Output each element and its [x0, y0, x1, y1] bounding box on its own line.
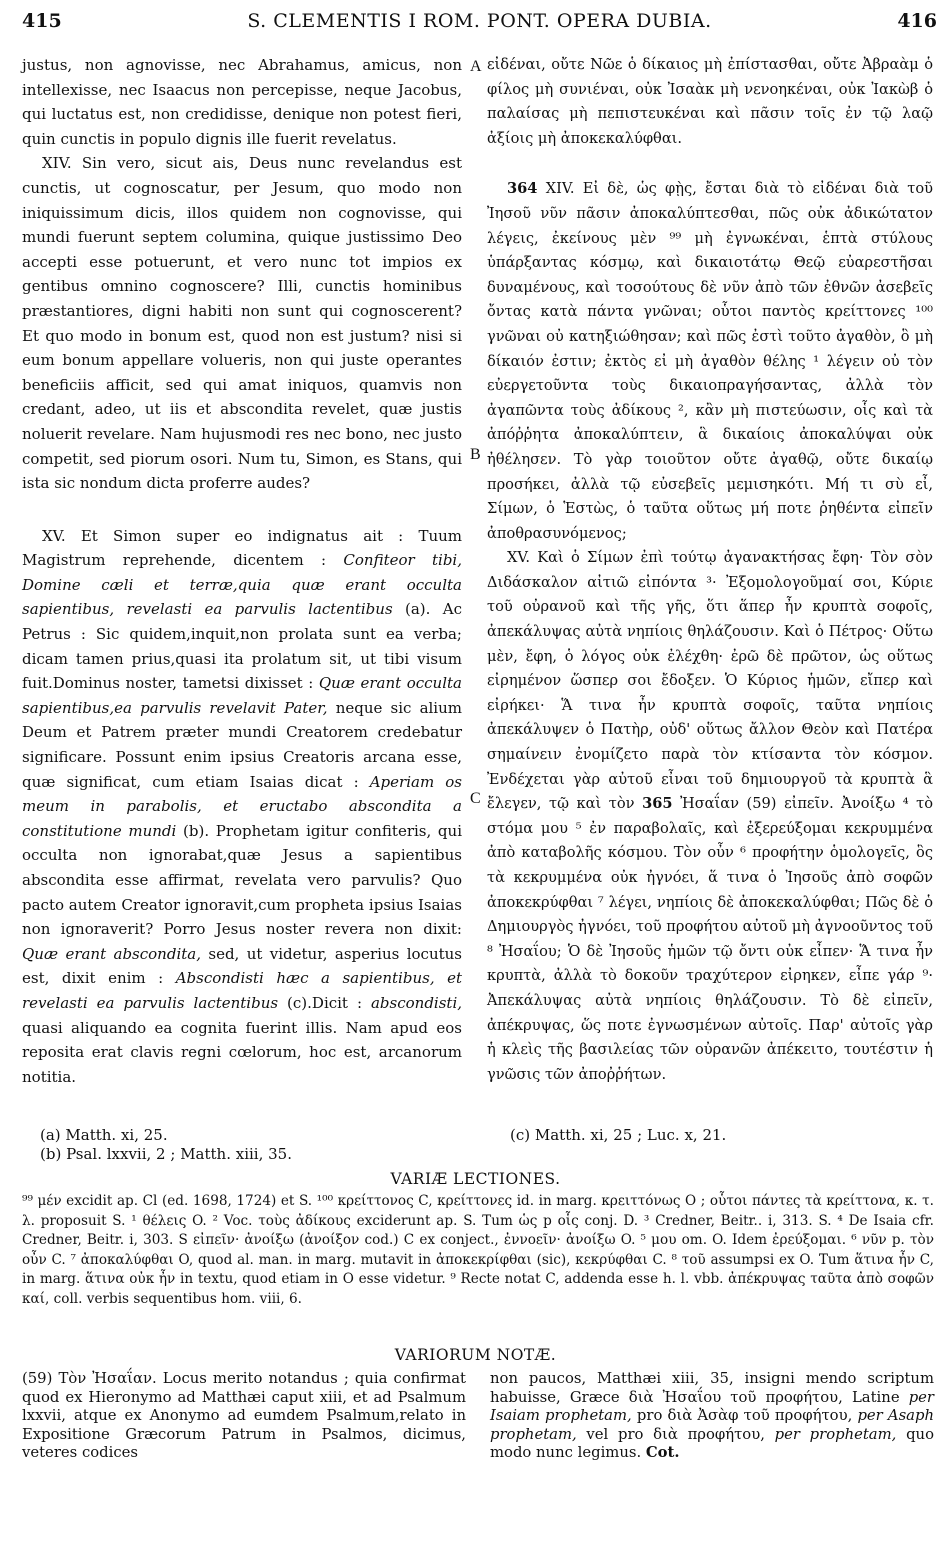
- variorum-notae-left: (59) Τὸν Ἠσαΐαν. Locus merito notandus ; quia confirmat quod ex Hieronymo ad Matthæi caput xiii, et ad Psalmum lxxvii, atque ex Anonymo ad eumdem Psalmum,relato in Expositione Græcorum Patrum in Psalmos, dicimus, veteres codices: [22, 1370, 466, 1462]
- variorum-notae-right: non paucos, Matthæi xiii, 35, insigni mendo scriptum habuisse, Græce διὰ Ἠσαΐου τοῦ προφήτου, Latine per Isaiam prophetam, pro διὰ Ἀσὰφ τοῦ προφήτου, per Asaph prophetam, vel pro διὰ προφήτου, per prophetam, quo modo nunc legimus. Cot.: [490, 1370, 935, 1462]
- column-number-364: 364: [507, 180, 538, 198]
- latin-paragraph-1: justus, non agnovisse, nec Abrahamus, amicus, non intellexisse, nec Isaacus non percepisse, neque Jacobus, qui luctatus est, non credidisse, denique non potest fieri, quin cunctis in populo dignis ille fuerit revelatus.: [22, 56, 462, 148]
- footnote-c: (c) Matth. xi, 25 ; Luc. x, 21.: [510, 1126, 727, 1144]
- greek-paragraph-1: εἰδέναι, οὔτε Νῶε ὁ δίκαιος μὴ ἐπίστασθαι, οὔτε Ἀβραὰμ ὁ φίλος μὴ συνιέναι, οὐκ Ἰσαὰκ μὴ νενοηκέναι, οὐκ Ἰακὼβ ὁ παλαίσας μὴ πεπιστευκέναι καὶ πᾶσιν τοῖς ἐν τῷ λαῷ ἀξίοις μὴ ἀποκεκαλύφθαι.: [487, 56, 933, 147]
- latin-paragraph-xiv: XIV. Sin vero, sicut ais, Deus nunc revelandus est cunctis, ut cognoscatur, per Jesum, quo modo non iniquissimum dicis, illos quidem non cognovisse, qui mundi fuerunt septem columina, quique justissimo Deo accepti esse potuerunt, et vero nunc tot impios ex gentibus omnino cognoscere? Illi, cunctis hominibus præstantiores, digni habiti non sunt qui cognoscerent? Et quo modo in bonum est, quod non est justum? nisi si eum bonum appellare volueris, non qui juste operantes beneficiis afficit, sed qui amat iniquos, quamvis non credant, adeo, ut iis et abscondita revelet, quæ justis noluerit revelare. Nam hujusmodi res nec bono, nec justo competit, sed piorum osori. Num tu, Simon, es Stans, qui ista sic nondum dicta proferre audes?: [22, 154, 462, 493]
- greek-paragraph-xv: XV. Καὶ ὁ Σίμων ἐπὶ τούτῳ ἀγανακτήσας ἔφη· Τὸν σὸν Διδάσκαλον αἰτιῶ εἰπόντα ³· Ἐξομολογοῦμαί σοι, Κύριε τοῦ οὐρανοῦ καὶ τῆς γῆς, ὅτι ἅπερ ἦν κρυπτὰ σοφοῖς, ἀπεκάλυψας αὐτὰ νηπίοις θηλάζουσιν. Καὶ ὁ Πέτρος· Οὕτω μὲν, ἔφη, ὁ λόγος οὐκ ἐλέχθη· ἐρῶ δὲ πρῶτον, ὡς οὕτως εἰρημένον ὥσπερ σοι ἔδοξεν. Ὁ Κύριος ἡμῶν, εἴπερ καὶ εἰρήκει· Ἅ τινα ἦν κρυπτὰ σοφοῖς, ταῦτα νηπίοις ἀπεκάλυψεν ὁ Πατὴρ, οὐδ' οὕτως ἄλλον Θεὸν καὶ Πατέρα σημαίνειν ἐνομίζετο παρὰ τὸν κτίσαντα τὸν κόσμον. Ἐνδέχεται γὰρ αὐτοῦ εἶναι τοῦ δημιουργοῦ τὰ κρυπτὰ ἃ ἔλεγεν, τῷ καὶ τὸν 365 Ἠσαΐαν (59) εἰπεῖν. Ἀνοίξω ⁴ τὸ στόμα μου ⁵ ἐν παραβολαῖς, καὶ ἐξερεύξομαι κεκρυμμένα ἀπὸ καταβολῆς κόσμου. Τὸν οὖν ⁶ προφήτην ὁμολογεῖς, ὃς τὰ κεκρυμμένα οὐκ ἠγνόει, ἅ τινα ὁ Ἰησοῦς ἀπὸ σοφῶν ἀποκεκρύφθαι ⁷ λέγει, νηπίοις δὲ ἀποκεκαλύφθαι; Πῶς δὲ ὁ Δημιουργὸς ἠγνόει, τοῦ προφήτου αὐτοῦ μὴ ἀγνοοῦντος τοῦ ⁸ Ἠσαΐου; Ὁ δὲ Ἰησοῦς ἡμῶν τῷ ὄντι οὐκ εἶπεν· Ἅ τινα ἦν κρυπτὰ, ἀλλὰ τὸ δοκοῦν τραχύτερον εἰρηκεν, εἶπε γάρ ⁹· Ἀπεκάλυψας αὐτὰ νηπίοις θηλάζουσιν. Τὸ δὲ εἰπεῖν, ἀπέκρυψας, ὥς ποτε ἐγνωσμένων αὐτοῖς. Παρ' αὐτοῖς γὰρ ἡ κλεὶς τῆς βασιλείας τῶν οὐρανῶν ἀπέκειτο, τουτέστιν ἡ γνῶσις τῶν ἀποῤῥήτων.: [487, 549, 933, 1083]
- running-header: [22, 10, 937, 36]
- page-number-left: 415: [22, 10, 62, 32]
- variae-lectiones-text: ⁹⁹ μέν excidit ap. Cl (ed. 1698, 1724) et S. ¹⁰⁰ κρείττονος C, κρείττονες id. in marg. κρειττόνως O ; οὗτοι πάντες τὰ κρείττονα, κ. τ. λ. proposuit S. ¹ θέλεις O. ² Voc. τοὺς ἀδίκους exciderunt ap. S. Tum ὡς p οἷς conj. D. ³ Credner, Beitr.. i, 313. S. ⁴ De Isaia cfr. Credner, Beitr. i, 303. S εἰπεῖν· ἀνοίξω (ἀνοίξον cod.) C ex conject., ἐννοεῖν· ἀνοίξω O. ⁵ μου om. O. Idem ἐρεύξομαι. ⁶ νῦν p. τὸν οὖν C. ⁷ ἀποκαλύφθαι O, quod al. man. in marg. mutavit in ἀποκεκρίφθαι (sic), κεκρύφθαι C. ⁸ τοῦ assumpsi ex O. Tum ἅτινα ἦν C, in marg. ἅτινα οὐκ ἦν in textu, quod etiam in O esse videtur. ⁹ Recte notat C, addenda esse h. l. vbb. ἀπέκρυψας ταῦτα ἀπὸ σοφῶν καί, coll. verbis sequentibus hom. viii, 6.: [22, 1193, 934, 1307]
- footnotes-right: [510, 1126, 726, 1145]
- margin-letter-b: B: [470, 446, 481, 463]
- footnote-b: (b) Psal. lxxvii, 2 ; Matth. xiii, 35.: [40, 1145, 292, 1163]
- variorum-notae-heading: VARIORUM NOTÆ.: [394, 1346, 557, 1364]
- variae-lectiones-heading: VARIÆ LECTIONES.: [390, 1170, 561, 1188]
- footnote-a: (a) Matth. xi, 25.: [40, 1126, 168, 1144]
- margin-letter-a: A: [470, 58, 482, 75]
- greek-paragraph-xiv: 364 XIV. Εἰ δὲ, ὡς φῂς, ἔσται διὰ τὸ εἰδέναι διὰ τοῦ Ἰησοῦ νῦν πᾶσιν ἀποκαλύπτεσθαι, πῶς οὐκ ἀδικώτατον λέγεις, ἐκείνους μὲν ⁹⁹ μὴ ἐγνωκέναι, ἑπτὰ στύλους ὑπάρξαντας κόσμῳ, καὶ δικαιοτάτῳ Θεῷ εὐαρεστῆσαι δυναμένους, καὶ τοσούτους δὲ νῦν ἀπὸ τῶν ἐθνῶν ἀσεβεῖς ὄντας κατὰ πάντα γνῶναι; οὗτοι παντὸς κρείττονες ¹⁰⁰ γνῶναι οὐ κατηξιώθησαν; καὶ πῶς ἐστὶ τοῦτο ἀγαθὸν, ὃ μὴ δίκαιόν ἐστιν; ἐκτὸς εἰ μὴ ἀγαθὸν θέλης ¹ λέγειν οὐ τὸν εὐεργετοῦντα τοὺς δικαιοπραγήσαντας, ἀλλὰ τὸν ἀγαπῶντα τοὺς ἀδίκους ², κἂν μὴ πιστεύωσιν, οἷς καὶ τὰ ἀπόῤῥητα ἀποκαλύπτειν, ἃ δικαίοις ἀποκαλύψαι οὐκ ἠθέλησεν. Τὸ γὰρ τοιοῦτον οὔτε ἀγαθῷ, οὔτε δικαίῳ προσήκει, ἀλλὰ τῷ εὐσεβεῖς μεμισηκότι. Μή τι σὺ εἶ, Σίμων, ὁ Ἑστὼς, ὁ ταῦτα οὕτως μή ποτε ῥηθέντα εἰπεῖν ἀποθρασυνόμενος;: [487, 180, 933, 542]
- latin-paragraph-xv: XV. Et Simon super eo indignatus ait : Tuum Magistrum reprehende, dicentem : Confiteor tibi, Domine cæli et terræ,quia quæ erant occulta sapientibus, revelasti ea parvulis lactentibus (a). Ac Petrus : Sic quidem,inquit,non prolata sunt ea verba; dicam tamen prius,quasi ita prolatum sit, ut tibi visum fuit.Dominus noster, tametsi dixisset : Quæ erant occulta sapientibus,ea parvulis revelavit Pater, neque sic alium Deum et Patrem præter mundi Creatorem credebatur significare. Possunt enim ipsius Creatoris arcana esse, quæ significat, cum etiam Isaias dicat : Aperiam os meum in parabolis, et eructabo abscondita a constitutione mundi (b). Prophetam igitur confiteris, qui occulta non ignorabat,quæ Jesus a sapientibus abscondita esse affirmat, revelata vero parvulis? Quo pacto autem Creator ignoravit,cum propheta ipsius Isaias non ignoraverit? Porro Jesus noster revera non dixit: Quæ erant abscondita, sed, ut videtur, asperius locutus est, dixit enim : Abscondisti hæc a sapientibus, et revelasti ea parvulis lactentibus (c).Dicit : abscondisti, quasi aliquando ea cognita fuerint illis. Nam apud eos reposita erat clavis regni cœlorum, hoc est, arcanorum notitia.: [22, 526, 463, 1086]
- editor-signature: Cot.: [645, 1444, 680, 1462]
- greek-column: [487, 53, 933, 1087]
- margin-letter-c: C: [470, 790, 481, 807]
- page-number-right: 416: [897, 10, 937, 32]
- column-number-365: 365: [642, 795, 673, 813]
- running-title: S. CLEMENTIS I ROM. PONT. OPERA DUBIA.: [247, 10, 712, 32]
- footnotes-left: [40, 1126, 292, 1164]
- latin-column: [22, 53, 462, 1089]
